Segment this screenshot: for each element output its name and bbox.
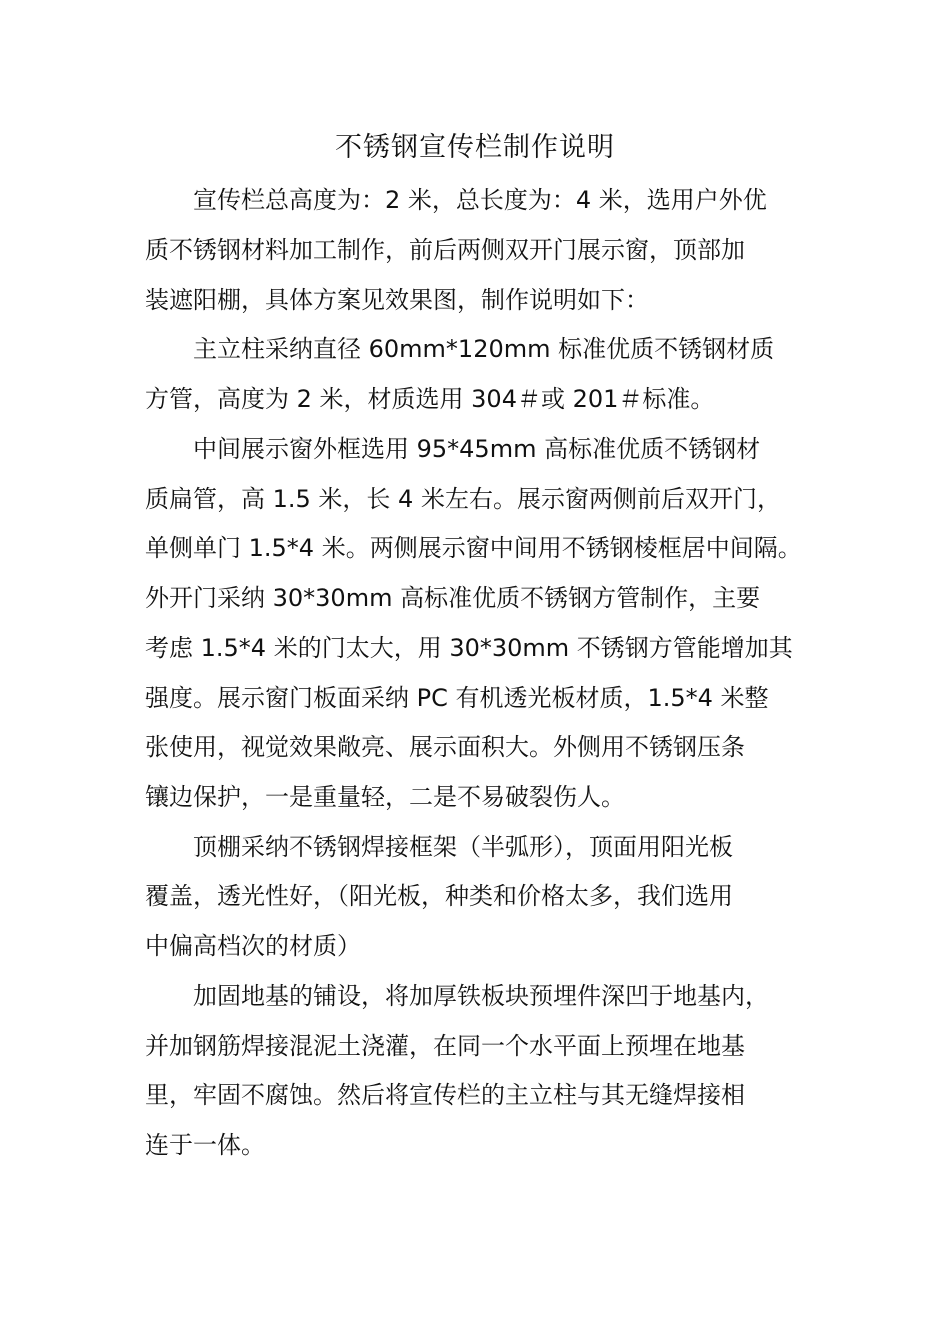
paragraph-5-line-1: 加固地基的铺设，将加厚铁板块预埋件深凹于地基内， <box>193 982 769 1010</box>
paragraph-1-line-2: 质不锈钢材料加工制作，前后两侧双开门展示窗，顶部加 <box>145 236 745 264</box>
paragraph-1-line-3: 装遮阳棚，具体方案见效果图，制作说明如下： <box>145 286 649 314</box>
paragraph-5-line-2: 并加钢筋焊接混泥土浇灌，在同一个水平面上预埋在地基 <box>145 1032 745 1060</box>
paragraph-3-line-1: 中间展示窗外框选用 95*45mm 高标准优质不锈钢材 <box>193 435 761 463</box>
paragraph-2-line-2: 方管，高度为 2 米，材质选用 304＃或 201＃标准。 <box>145 385 715 413</box>
paragraph-3-line-2: 质扁管，高 1.5 米，长 4 米左右。展示窗两侧前后双开门， <box>145 485 781 513</box>
paragraph-5-line-3: 里，牢固不腐蚀。然后将宣传栏的主立柱与其无缝焊接相 <box>145 1081 745 1109</box>
paragraph-2-line-1: 主立柱采纳直径 60mm*120mm 标准优质不锈钢材质 <box>193 335 775 363</box>
document-title: 不锈钢宣传栏制作说明 <box>335 132 615 163</box>
paragraph-3-line-6: 强度。展示窗门板面采纳 PC 有机透光板材质，1.5*4 米整 <box>145 684 769 712</box>
paragraph-3-line-4: 外开门采纳 30*30mm 高标准优质不锈钢方管制作，主要 <box>145 584 761 612</box>
paragraph-1-line-1: 宣传栏总高度为：2 米，总长度为：4 米，选用户外优 <box>193 186 767 214</box>
paragraph-4-line-2: 覆盖，透光性好，（阳光板，种类和价格太多，我们选用 <box>145 882 733 910</box>
paragraph-4-line-3: 中偏高档次的材质） <box>145 932 361 960</box>
paragraph-3-line-3: 单侧单门 1.5*4 米。两侧展示窗中间用不锈钢棱框居中间隔。 <box>145 534 802 562</box>
paragraph-3-line-8: 镶边保护，一是重量轻，二是不易破裂伤人。 <box>145 783 625 811</box>
paragraph-4-line-1: 顶棚采纳不锈钢焊接框架（半弧形），顶面用阳光板 <box>193 833 733 861</box>
paragraph-3-line-5: 考虑 1.5*4 米的门太大，用 30*30mm 不锈钢方管能增加其 <box>145 634 793 662</box>
paragraph-5-line-4: 连于一体。 <box>145 1131 265 1159</box>
paragraph-3-line-7: 张使用，视觉效果敞亮、展示面积大。外侧用不锈钢压条 <box>145 733 745 761</box>
